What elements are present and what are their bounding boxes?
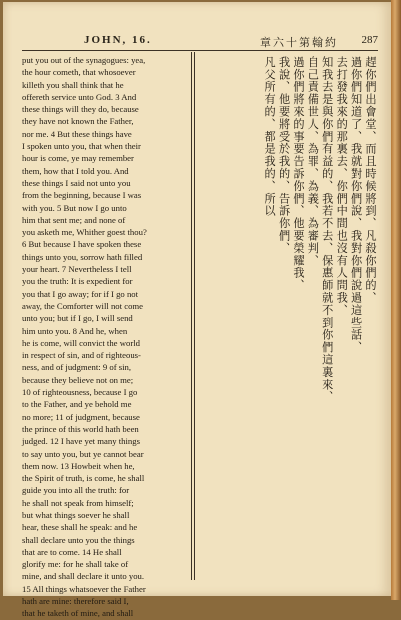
english-line: put you out of the synagogues: yea, [22, 55, 146, 65]
chinese-column-line: 自己責備世人、為罪、為義、為審判、 [306, 56, 320, 267]
english-line: I spoken unto you, that when their [22, 141, 141, 152]
chinese-column-line: 知我去是與你們有益的、我若不去、保惠師就不到你們這裏來、 [320, 56, 334, 404]
english-line: nor me. 4 But these things have [22, 128, 132, 139]
english-line: no more; 11 of judgment, because [22, 411, 140, 422]
english-line: him unto you. 8 And he, when [22, 325, 128, 336]
english-line: things unto you, sorrow hath filled [22, 251, 143, 262]
english-line: mine, and shall declare it unto you. [22, 571, 145, 582]
english-line: 6 But because I have spoken these [22, 239, 142, 250]
header-rule [22, 50, 378, 51]
column-divider-inner [194, 52, 195, 580]
english-line: unto you; but if I go, I will send [22, 313, 133, 324]
chinese-column-line: 我說、他要將受於我的、告訴你們、 [277, 56, 291, 255]
english-line: from the beginning, because I was [22, 190, 142, 201]
english-line: shall declare unto you the things [22, 534, 135, 545]
column-divider [191, 52, 192, 580]
english-line: 15 All things whatsoever the Father [22, 583, 146, 594]
english-line: the prince of this world hath been [22, 423, 139, 434]
english-line: offereth service unto God. 3 And [22, 91, 137, 102]
chinese-column-line: 趕你們出會堂、而且時候將到、凡殺你們的、 [364, 56, 377, 304]
english-line: these things will they do, because [22, 104, 139, 115]
chinese-column-line: 去打發我來的那裏去、你們中間也沒有人問我、 [335, 56, 349, 317]
english-line: hear, these shall he speak: and he [22, 522, 138, 533]
english-line: them now. 13 Howbeit when he, [22, 460, 135, 471]
english-line: but what things soever he shall [22, 509, 130, 520]
english-line: ness, and of judgment: 9 of sin, [22, 362, 132, 373]
header-book-title-english: JOHN, 16. [84, 34, 152, 46]
english-line: to the Father, and ye behold me [22, 399, 132, 410]
english-line: them, how that I told you. And [22, 165, 129, 176]
english-line: he is come, will convict the world [22, 337, 140, 348]
english-line: you the truth: It is expedient for [22, 276, 133, 287]
english-line: that are to come. 14 He shall [22, 546, 122, 557]
english-text-column [22, 54, 188, 619]
english-line: you that I go away; for if I go not [22, 288, 139, 299]
english-line: away, the Comforter will not come [22, 300, 144, 311]
english-line: with you. 5 But now I go unto [22, 202, 127, 213]
page-header [22, 34, 378, 50]
english-line: the Spirit of truth, is come, he shall [22, 473, 145, 484]
english-line: these things I said not unto you [22, 177, 131, 188]
english-line: guide you into all the truth: for [22, 485, 130, 496]
english-line: your heart. 7 Nevertheless I tell [22, 264, 132, 275]
english-line: that he taketh of mine, and shall [22, 608, 134, 619]
english-line: him that sent me; and none of [22, 214, 126, 225]
english-line: judged. 12 I have yet many things [22, 436, 140, 447]
english-line: he shall not speak from himself; [22, 497, 134, 508]
chinese-column-line: 過你們知道了、我就對你們說、我對你們說過這些話、 [349, 56, 363, 354]
english-line: the hour cometh, that whosoever [22, 67, 136, 78]
page-edge [391, 0, 401, 600]
english-line: hour is come, ye may remember [22, 153, 134, 164]
page-number: 287 [361, 34, 378, 46]
english-line: glorify me: for he shall take of [22, 559, 129, 570]
english-line: you asketh me, Whither goest thou? [22, 227, 147, 238]
english-line: in respect of sin, and of righteous- [22, 350, 141, 361]
english-line: because they believe not on me; [22, 374, 134, 385]
header-book-title-chinese: 章六十第翰約 [260, 36, 338, 49]
chinese-column-line: 過你們將來的事要告訴你們、他要榮耀我、 [291, 56, 305, 292]
chinese-column-line: 凡父所有的、都是我的、所以 [263, 56, 277, 218]
english-line: killeth you shall think that he [22, 79, 124, 90]
english-line: 10 of righteousness, because I go [22, 387, 138, 398]
english-line: they have not known the Father, [22, 116, 134, 127]
english-line: to say unto you, but ye cannot bear [22, 448, 144, 459]
english-line: hath are mine: therefore said I, [22, 596, 129, 607]
chinese-text-column [197, 56, 377, 578]
